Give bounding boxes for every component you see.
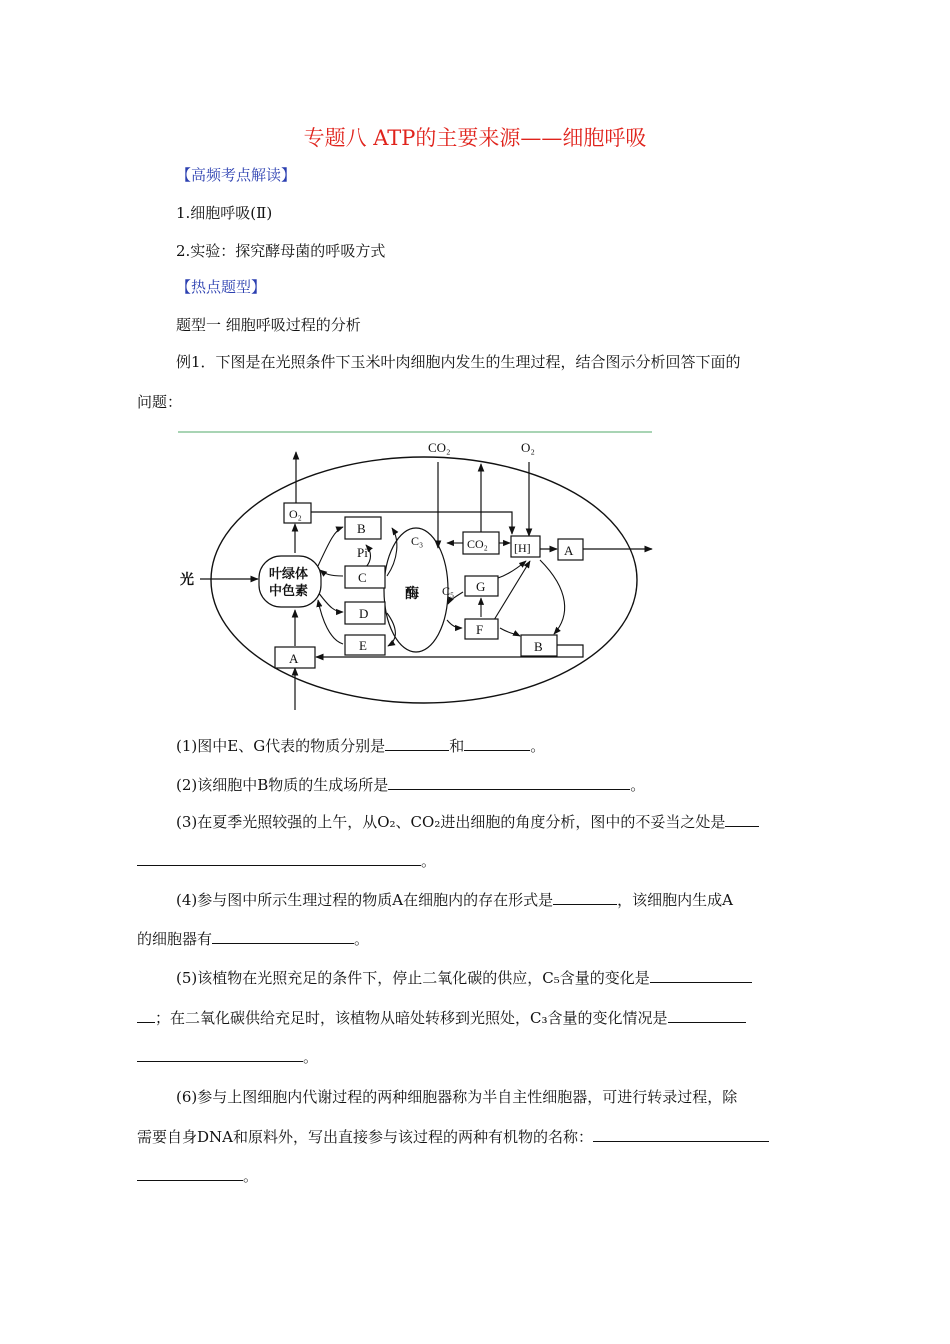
answer-blank[interactable] bbox=[464, 736, 530, 751]
answer-blank[interactable] bbox=[388, 775, 630, 790]
enzyme-label: 酶 bbox=[405, 587, 419, 602]
h-label: [H] bbox=[514, 541, 531, 555]
answer-blank[interactable] bbox=[593, 1127, 769, 1142]
example-1-line-2: 问题： bbox=[137, 393, 183, 411]
a-right-label: A bbox=[564, 543, 574, 558]
answer-blank[interactable] bbox=[137, 851, 421, 866]
document-title: 专题八 ATP的主要来源——细胞呼吸 bbox=[303, 126, 647, 150]
co2-top-label: CO₂ bbox=[428, 440, 451, 455]
answer-blank[interactable] bbox=[668, 1008, 746, 1023]
pigment-label-2: 中色素 bbox=[269, 583, 309, 598]
light-label: 光 bbox=[180, 573, 194, 588]
hot-types-header: 【热点题型】 bbox=[176, 278, 267, 296]
question-5-cont: ；在二氧化碳供给充足时，该植物从暗处转移到光照处，C₃含量的变化情况是 bbox=[137, 1007, 746, 1028]
question-5-cont2: 。 bbox=[137, 1046, 318, 1067]
answer-blank[interactable] bbox=[650, 968, 752, 983]
c3-label: C₃ bbox=[411, 534, 424, 548]
question-6-cont: 需要自身DNA和原料外，写出直接参与该过程的两种有机物的名称： bbox=[137, 1126, 769, 1147]
g-label: G bbox=[476, 579, 486, 594]
answer-blank[interactable] bbox=[385, 736, 449, 751]
c-label: C bbox=[358, 570, 367, 585]
co2-box-label: CO₂ bbox=[467, 537, 488, 551]
key-point-2: 2.实验：探究酵母菌的呼吸方式 bbox=[176, 242, 386, 260]
answer-blank[interactable] bbox=[137, 1047, 303, 1062]
question-2: (2)该细胞中B物质的生成场所是 。 bbox=[176, 776, 646, 794]
question-3: (3)在夏季光照较强的上午，从O₂、CO₂进出细胞的角度分析，图中的不妥当之处是 bbox=[176, 811, 759, 832]
e-label: E bbox=[359, 638, 367, 653]
d-label: D bbox=[359, 606, 369, 621]
answer-blank[interactable] bbox=[725, 812, 759, 827]
question-6-cont2: 。 bbox=[137, 1165, 258, 1186]
key-points-header: 【高频考点解读】 bbox=[176, 166, 297, 184]
b-left-label: B bbox=[357, 521, 366, 536]
f-label: F bbox=[476, 622, 484, 637]
answer-blank[interactable] bbox=[553, 890, 617, 905]
pigment-box bbox=[259, 556, 321, 607]
question-3-cont: 。 bbox=[137, 850, 436, 871]
answer-blank[interactable] bbox=[137, 1166, 243, 1181]
o2-box-label: O₂ bbox=[289, 507, 302, 521]
c5-label: C₅ bbox=[442, 584, 455, 598]
a-bottom-label: A bbox=[289, 651, 299, 666]
b-right-label: B bbox=[534, 639, 543, 654]
question-1: (1)图中E、G代表的物质分别是 和 。 bbox=[176, 737, 546, 755]
question-5: (5)该植物在光照充足的条件下，停止二氧化碳的供应，C₅含量的变化是 bbox=[176, 967, 752, 988]
question-4-cont: 的细胞器有 。 bbox=[137, 930, 370, 948]
answer-blank[interactable] bbox=[137, 1008, 155, 1023]
pigment-label-1: 叶绿体 bbox=[269, 566, 309, 581]
example-1-line-1: 例1．下图是在光照条件下玉米叶肉细胞内发生的生理过程，结合图示分析回答下面的 bbox=[176, 353, 741, 371]
question-type-1: 题型一 细胞呼吸过程的分析 bbox=[176, 316, 361, 334]
question-6: (6)参与上图细胞内代谢过程的两种细胞器称为半自主性细胞器，可进行转录过程，除 bbox=[176, 1088, 738, 1106]
question-4: (4)参与图中所示生理过程的物质A在细胞内的存在形式是 ，该细胞内生成A bbox=[176, 891, 733, 909]
answer-blank[interactable] bbox=[212, 929, 354, 944]
key-point-1: 1.细胞呼吸(Ⅱ) bbox=[176, 204, 273, 222]
pi-label: Pi bbox=[357, 545, 368, 560]
o2-top-label: O₂ bbox=[521, 440, 535, 455]
